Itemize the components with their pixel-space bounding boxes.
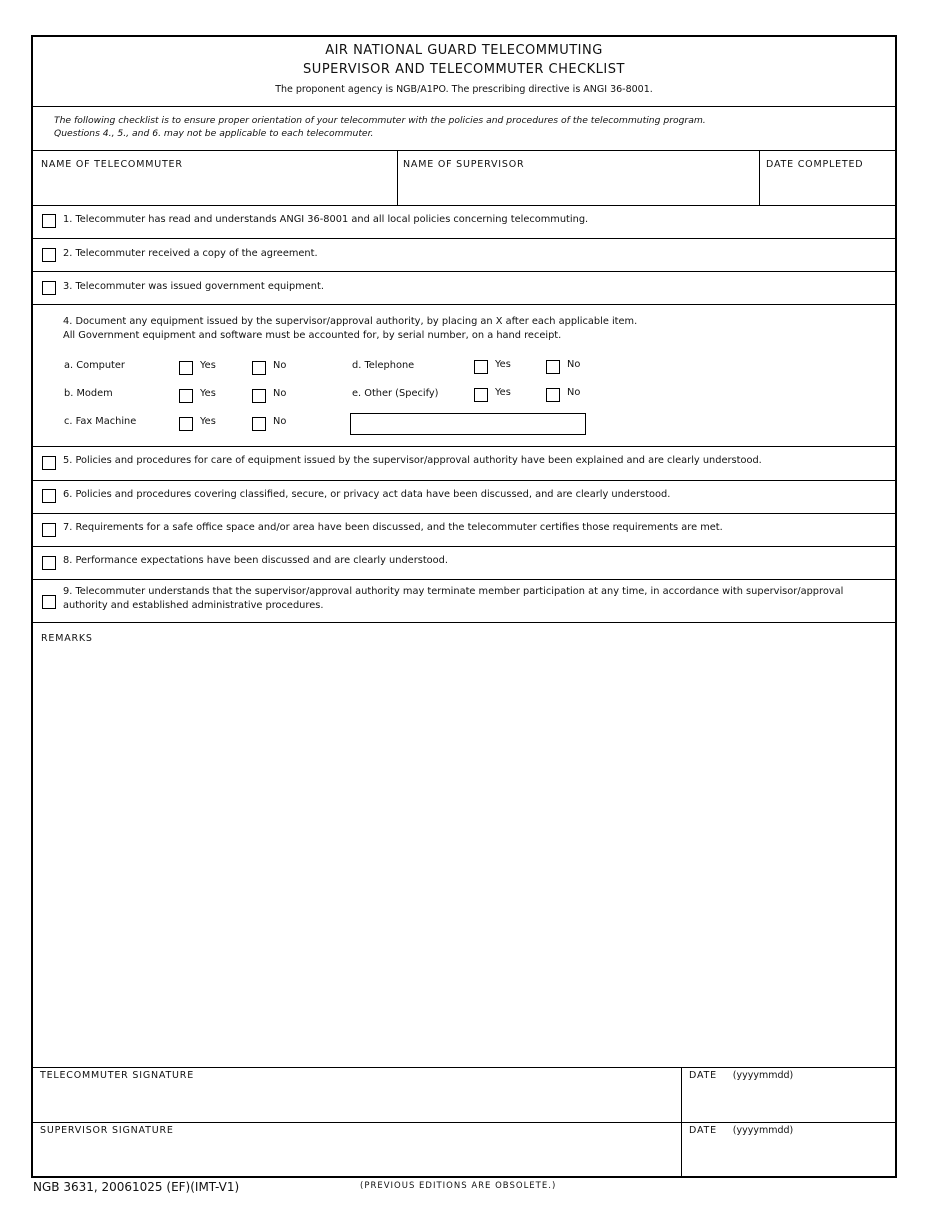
q4-line1: 4. Document any equipment issued by the supervisor/approval authority, by placing an X after each applicable item. — [63, 316, 638, 327]
telecommuter-signature-label: TELECOMMUTER SIGNATURE — [40, 1070, 195, 1081]
checklist-form — [31, 35, 897, 1178]
divider — [33, 106, 895, 107]
modem-yes-label: Yes — [200, 388, 216, 399]
modem-label: b. Modem — [64, 388, 113, 399]
date-format-text: (yyyymmdd) — [732, 1125, 794, 1136]
other-specify-input[interactable] — [350, 413, 586, 435]
telephone-yes-label: Yes — [495, 359, 511, 370]
q3-checkbox[interactable] — [42, 281, 56, 295]
supervisor-date-label — [689, 1125, 793, 1136]
q8-checkbox[interactable] — [42, 556, 56, 570]
divider — [33, 1122, 895, 1123]
q1-text: 1. Telecommuter has read and understands ANGI 36-8001 and all local policies concerning telecommuting. — [63, 214, 589, 225]
form-title-line1: AIR NATIONAL GUARD TELECOMMUTING — [325, 43, 603, 58]
q4-text — [63, 315, 853, 343]
divider — [33, 304, 895, 305]
date-completed-label: DATE COMPLETED — [766, 159, 864, 170]
proponent-text: The proponent agency is NGB/A1PO. The prescribing directive is ANGI 36-8001. — [275, 84, 653, 95]
q5-text: 5. Policies and procedures for care of equipment issued by the supervisor/approval authority have been explained and are clearly understood. — [63, 455, 762, 466]
divider — [33, 1067, 895, 1068]
fax-yes-label: Yes — [200, 416, 216, 427]
q6-text: 6. Policies and procedures covering classified, secure, or privacy act data have been discussed, and are clearly understood. — [63, 489, 671, 500]
other-yes-checkbox[interactable] — [474, 388, 488, 402]
supervisor-signature-field[interactable] — [33, 1138, 681, 1176]
telephone-yes-checkbox[interactable] — [474, 360, 488, 374]
intro-line1: The following checklist is to ensure proper orientation of your telecommuter with the policies and procedures of the telecommuting program. — [54, 115, 706, 126]
telecommuter-date-label — [689, 1070, 793, 1081]
q5-checkbox[interactable] — [42, 456, 56, 470]
divider — [33, 205, 895, 206]
remarks-label: REMARKS — [41, 633, 93, 644]
other-no-label: No — [567, 387, 581, 398]
supervisor-name-field[interactable] — [398, 151, 759, 205]
computer-label: a. Computer — [64, 360, 125, 371]
q7-checkbox[interactable] — [42, 523, 56, 537]
form-id: NGB 3631, 20061025 (EF)(IMT-V1) — [33, 1180, 240, 1194]
q2-text: 2. Telecommuter received a copy of the agreement. — [63, 248, 318, 259]
divider — [33, 271, 895, 272]
date-text: DATE — [689, 1125, 717, 1136]
date-completed-field[interactable] — [760, 151, 895, 205]
q9-text — [63, 585, 853, 613]
telephone-no-checkbox[interactable] — [546, 360, 560, 374]
telephone-no-label: No — [567, 359, 581, 370]
divider — [33, 480, 895, 481]
supervisor-signature-label: SUPERVISOR SIGNATURE — [40, 1125, 174, 1136]
fax-no-checkbox[interactable] — [252, 417, 266, 431]
q9-checkbox[interactable] — [42, 595, 56, 609]
telecommuter-name-field[interactable] — [33, 151, 397, 205]
divider — [33, 513, 895, 514]
telecommuter-name-label: NAME OF TELECOMMUTER — [41, 159, 183, 170]
fax-no-label: No — [273, 416, 287, 427]
form-title-line2: SUPERVISOR AND TELECOMMUTER CHECKLIST — [303, 62, 625, 77]
supervisor-date-field[interactable] — [682, 1138, 895, 1176]
q8-text: 8. Performance expectations have been discussed and are clearly understood. — [63, 555, 448, 566]
date-text: DATE — [689, 1070, 717, 1081]
divider — [33, 446, 895, 447]
q9-line2: authority and established administrative procedures. — [63, 600, 324, 611]
q6-checkbox[interactable] — [42, 489, 56, 503]
fax-machine-label: c. Fax Machine — [64, 416, 137, 427]
divider — [33, 546, 895, 547]
other-no-checkbox[interactable] — [546, 388, 560, 402]
obsolete-note: (PREVIOUS EDITIONS ARE OBSOLETE.) — [360, 1181, 557, 1191]
fax-yes-checkbox[interactable] — [179, 417, 193, 431]
computer-no-label: No — [273, 360, 287, 371]
remarks-field[interactable] — [33, 649, 895, 1067]
intro-line2: Questions 4., 5., and 6. may not be applicable to each telecommuter. — [54, 128, 374, 139]
divider — [33, 579, 895, 580]
telephone-label: d. Telephone — [352, 360, 415, 371]
other-label: e. Other (Specify) — [352, 388, 439, 399]
intro-text — [54, 114, 854, 140]
other-yes-label: Yes — [495, 387, 511, 398]
telecommuter-signature-field[interactable] — [33, 1083, 681, 1121]
supervisor-name-label: NAME OF SUPERVISOR — [403, 159, 525, 170]
date-format-text: (yyyymmdd) — [732, 1070, 794, 1081]
q9-line1: 9. Telecommuter understands that the supervisor/approval authority may terminate member participation at any time, in accordance with supervisor/approval — [63, 586, 844, 597]
computer-yes-checkbox[interactable] — [179, 361, 193, 375]
modem-yes-checkbox[interactable] — [179, 389, 193, 403]
q2-checkbox[interactable] — [42, 248, 56, 262]
q3-text: 3. Telecommuter was issued government equipment. — [63, 281, 324, 292]
q1-checkbox[interactable] — [42, 214, 56, 228]
q4-line2: All Government equipment and software must be accounted for, by serial number, on a hand receipt. — [63, 330, 562, 341]
q7-text: 7. Requirements for a safe office space and/or area have been discussed, and the telecommuter certifies those requirements are met. — [63, 522, 723, 533]
computer-yes-label: Yes — [200, 360, 216, 371]
computer-no-checkbox[interactable] — [252, 361, 266, 375]
divider — [33, 238, 895, 239]
telecommuter-date-field[interactable] — [682, 1083, 895, 1121]
modem-no-checkbox[interactable] — [252, 389, 266, 403]
divider — [33, 622, 895, 623]
modem-no-label: No — [273, 388, 287, 399]
